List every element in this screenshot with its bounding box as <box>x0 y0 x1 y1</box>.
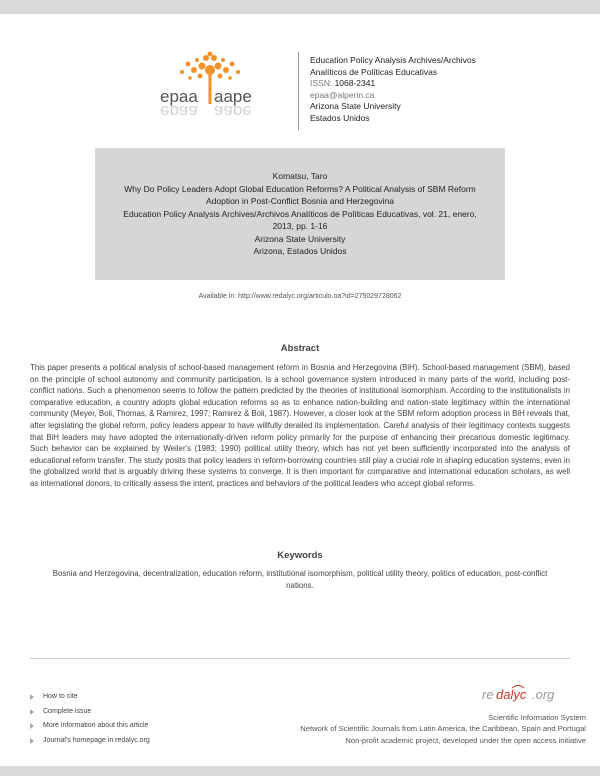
footer-divider <box>30 658 570 659</box>
citation-title-line2: Adoption in Post-Conflict Bosnia and Herzegovina <box>205 196 395 206</box>
system-line3: Non-profit academic project, developed under the open access initiative <box>345 735 586 745</box>
journal-institution: Arizona State University <box>310 101 401 111</box>
keywords-heading: Keywords <box>277 550 323 561</box>
journal-email[interactable]: epaa@alperin.ca <box>310 89 375 100</box>
citation-title-line1: Why Do Policy Leaders Adopt Global Education Reforms? A Political Analysis of SBM Reform <box>124 183 476 194</box>
scientific-information-system <box>266 712 586 746</box>
system-line2: Network of Scientific Journals from Latin America, the Caribbean, Spain and Portugal <box>300 724 586 734</box>
top-margin-bar <box>0 0 600 14</box>
link-how-to-cite[interactable] <box>30 690 150 705</box>
abstract-text: This paper presents a political analysis of school-based management reform in Bosnia and Herzegovina (BiH). School-based management (SBM), based on the principle of school autonomy and community participation, is a school governance system introduced in many parts of the world, including post-conflict nations. Such a phenomenon seems to follow the pattern predicted by the theories of institutional isomorphism. According to the institutionalists in comparative education, a country adopts global education reforms so as to enhance nation-building and nation-state legitimacy within the international community (Meyer, Boli, Thomas, & Ramirez, 1997; Ramirez & Boli, 1987). However, a closer look at the SBM reform adoption process in BiH reveals that, after legislating the global reform, policy leaders appear to have willfully derailed its implementation. Careful analysis of their legitimacy contexts suggests that BiH leaders may have adopted the internationally-driven reform policy primarily for the purpose of enhancing their precarious domestic legitimacy. Such behavior can be explained by Weiler's (1983; 1990) political utility theory, which has not yet been sufficiently incorporated into the analysis of educational reform transfer. The study posits that policy leaders in reform-borrowing countries still play a crucial role in shaping education systems, even in the globalized world that is arguably driving these systems to converge. It is then important for comparative and international education scholars, as well as international donors, to critically assess the intent, practices and behaviors of the political leaders who accept global reforms. <box>30 363 570 488</box>
logo-text-left: epaa <box>160 87 198 106</box>
triangle-bullet-icon <box>30 738 34 744</box>
logo-tree-icon <box>180 52 240 89</box>
journal-info <box>310 55 560 124</box>
link-label: Complete issue <box>43 707 92 715</box>
citation-box <box>95 148 505 280</box>
issn <box>310 78 560 90</box>
logo-reflection-left: epaa <box>160 102 198 121</box>
available-in-link[interactable]: Available in: http://www.redalyc.org/articulo.oa?id=275029728062 <box>198 293 402 300</box>
link-journal-homepage[interactable] <box>30 734 150 749</box>
journal-country: Estados Unidos <box>310 112 370 123</box>
abstract-heading: Abstract <box>280 343 320 354</box>
link-complete-issue[interactable] <box>30 705 150 720</box>
epaa-logo <box>150 48 270 128</box>
citation-author: Komatsu, Taro <box>272 171 328 181</box>
citation-institution: Arizona State University <box>254 233 346 244</box>
header-divider <box>298 52 299 130</box>
redalyc-logo-mid: dalyc <box>496 687 527 702</box>
link-more-information[interactable] <box>30 719 150 734</box>
issn-label: ISSN: <box>310 78 335 88</box>
logo-divider <box>209 88 212 104</box>
triangle-bullet-icon <box>30 709 34 715</box>
journal-name-line1: Education Policy Analysis Archives/Archivos <box>310 55 476 65</box>
redalyc-logo[interactable] <box>482 684 572 704</box>
system-line1: Scientific Information System <box>488 713 586 722</box>
keywords-text: Bosnia and Herzegovina, decentralization, education reform, institutional isomorphism, political utility theory, politics of education, post-conflict nations. <box>52 569 548 590</box>
bottom-margin-bar <box>0 766 600 776</box>
link-label: Journal's homepage in redalyc.org <box>43 736 150 744</box>
footer-links <box>30 690 150 748</box>
triangle-bullet-icon <box>30 723 34 729</box>
logo-reflection-right: aape <box>214 102 252 121</box>
citation-location: Arizona, Estados Unidos <box>253 246 347 256</box>
issn-value: 1068-2341 <box>334 78 376 88</box>
link-label: How to cite <box>43 693 78 700</box>
logo-text-right: aape <box>214 87 252 106</box>
redalyc-logo-left: re <box>482 687 494 702</box>
redalyc-logo-right: .org <box>532 687 555 702</box>
citation-journal-line2: 2013, pp. 1-16 <box>272 221 328 231</box>
link-label: More information about this article <box>43 722 149 729</box>
citation-journal-line1: Education Policy Analysis Archives/Archivos Analíticos de Políticas Educativas, vol. 21, enero, <box>123 208 477 219</box>
triangle-bullet-icon <box>30 694 34 700</box>
journal-name-line2: Analíticos de Políticas Educativas <box>310 66 438 77</box>
